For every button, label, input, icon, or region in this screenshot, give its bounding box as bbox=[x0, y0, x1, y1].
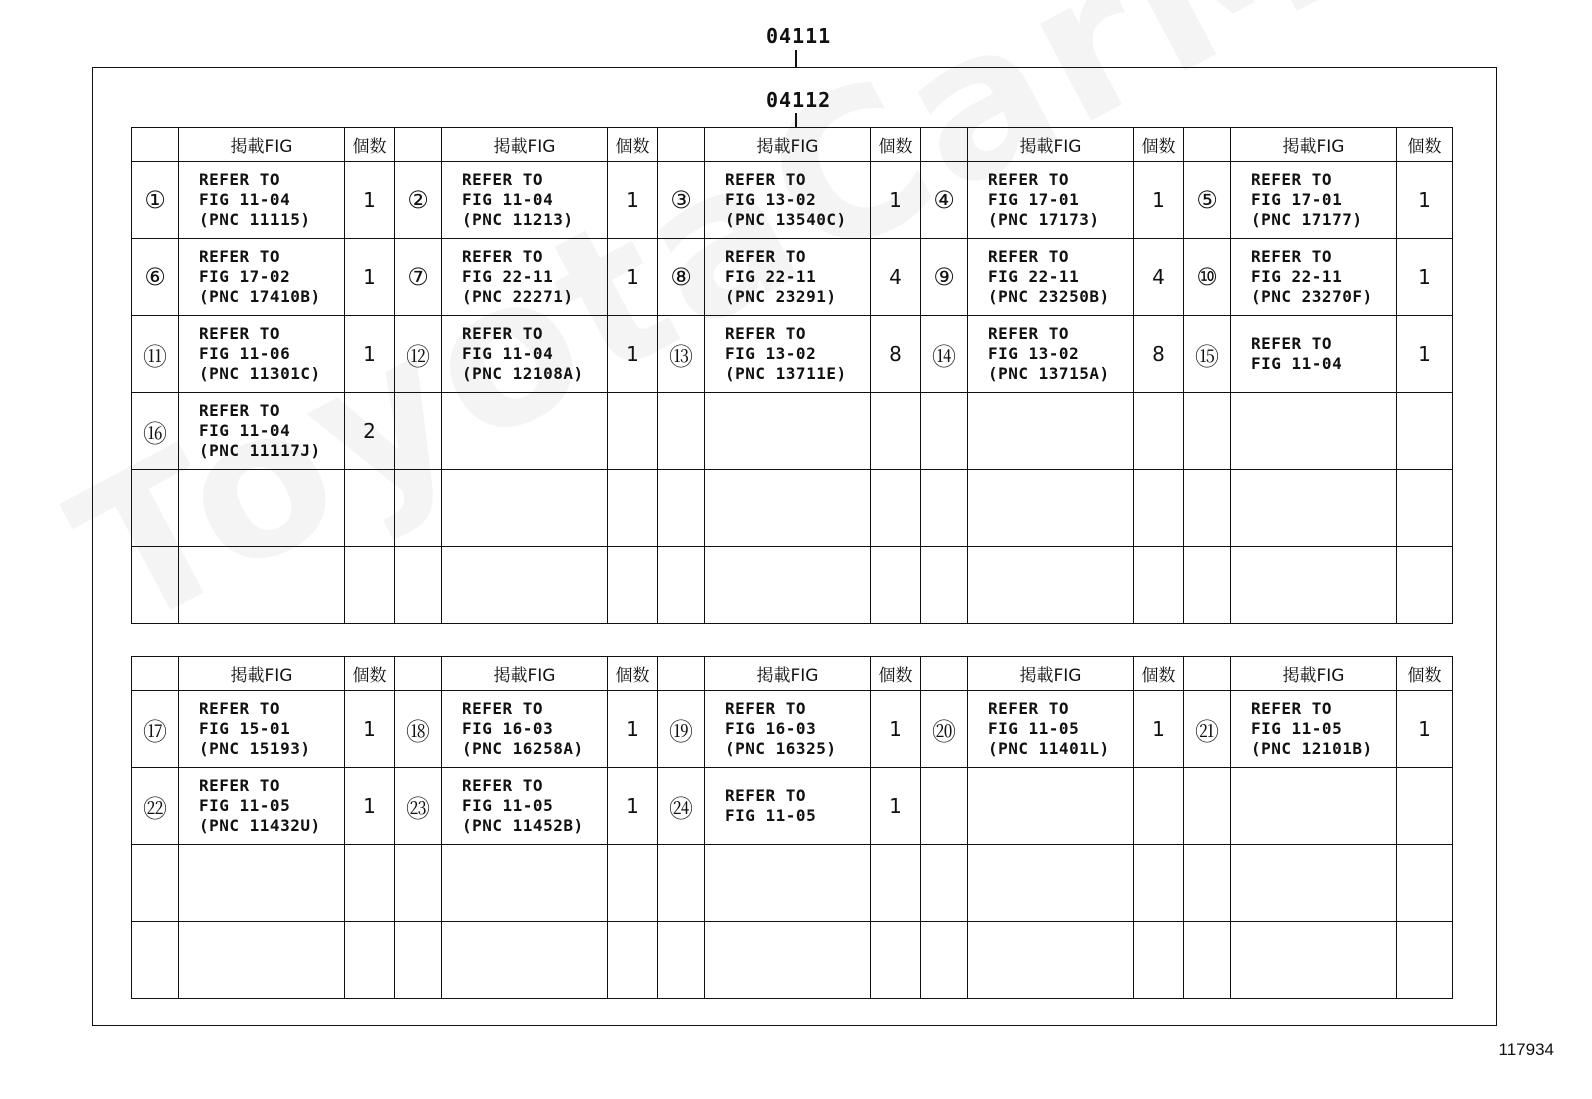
item-reference bbox=[442, 922, 608, 999]
header-ref: 掲載FIG bbox=[442, 128, 608, 162]
ref-line: FIG 11-05 bbox=[1251, 719, 1343, 738]
item-number bbox=[1184, 845, 1231, 922]
table-row bbox=[132, 162, 1453, 239]
header-ref: 掲載FIG bbox=[705, 657, 871, 691]
item-number: ㉔ bbox=[658, 768, 705, 845]
item-reference bbox=[968, 768, 1134, 845]
item-quantity: 1 bbox=[1134, 162, 1184, 239]
item-quantity bbox=[1397, 547, 1453, 624]
item-reference bbox=[705, 691, 871, 768]
item-quantity: 1 bbox=[871, 691, 921, 768]
item-quantity: 1 bbox=[608, 162, 658, 239]
item-reference bbox=[1231, 691, 1397, 768]
item-number: ② bbox=[395, 162, 442, 239]
item-number bbox=[132, 922, 179, 999]
leader-line-outer bbox=[795, 50, 797, 67]
ref-line: (PNC 11432U) bbox=[199, 816, 321, 835]
item-quantity: 1 bbox=[871, 768, 921, 845]
item-reference bbox=[1231, 922, 1397, 999]
ref-line: (PNC 23270F) bbox=[1251, 287, 1373, 306]
ref-line: REFER TO bbox=[462, 170, 544, 189]
item-number bbox=[1184, 393, 1231, 470]
parts-table-2 bbox=[131, 656, 1453, 999]
item-quantity: 1 bbox=[345, 316, 395, 393]
ref-line: REFER TO bbox=[462, 699, 544, 718]
ref-line: FIG 11-05 bbox=[988, 719, 1080, 738]
ref-line: FIG 13-02 bbox=[725, 190, 817, 209]
item-number: ⑥ bbox=[132, 239, 179, 316]
header-ref: 掲載FIG bbox=[968, 128, 1134, 162]
item-reference bbox=[705, 162, 871, 239]
ref-line: REFER TO bbox=[725, 324, 807, 343]
ref-line: (PNC 12108A) bbox=[462, 364, 584, 383]
ref-line: (PNC 17173) bbox=[988, 210, 1100, 229]
item-quantity: 1 bbox=[1397, 239, 1453, 316]
ref-line: REFER TO bbox=[988, 247, 1070, 266]
item-quantity: 4 bbox=[871, 239, 921, 316]
item-reference bbox=[1231, 768, 1397, 845]
item-number bbox=[1184, 922, 1231, 999]
item-reference bbox=[179, 239, 345, 316]
item-quantity bbox=[1397, 393, 1453, 470]
ref-line: REFER TO bbox=[988, 170, 1070, 189]
ref-line: (PNC 17410B) bbox=[199, 287, 321, 306]
item-quantity: 1 bbox=[1397, 316, 1453, 393]
ref-line: FIG 11-04 bbox=[1251, 354, 1343, 373]
ref-line: FIG 16-03 bbox=[725, 719, 817, 738]
ref-line: (PNC 23291) bbox=[725, 287, 837, 306]
item-quantity: 1 bbox=[608, 691, 658, 768]
item-number: ③ bbox=[658, 162, 705, 239]
ref-line: (PNC 16325) bbox=[725, 739, 837, 758]
item-number bbox=[921, 547, 968, 624]
ref-line: FIG 17-01 bbox=[1251, 190, 1343, 209]
ref-line: (PNC 11401L) bbox=[988, 739, 1110, 758]
ref-line: FIG 11-05 bbox=[725, 806, 817, 825]
ref-line: REFER TO bbox=[725, 247, 807, 266]
item-quantity: 1 bbox=[1397, 162, 1453, 239]
header-ref: 掲載FIG bbox=[1231, 128, 1397, 162]
ref-line: REFER TO bbox=[1251, 170, 1333, 189]
item-reference bbox=[968, 691, 1134, 768]
item-reference bbox=[179, 316, 345, 393]
header-ref: 掲載FIG bbox=[179, 657, 345, 691]
item-number: ㉑ bbox=[1184, 691, 1231, 768]
header-qty: 個数 bbox=[1397, 128, 1453, 162]
item-quantity: 8 bbox=[871, 316, 921, 393]
item-number bbox=[132, 470, 179, 547]
item-number bbox=[132, 547, 179, 624]
item-number bbox=[658, 922, 705, 999]
item-number bbox=[395, 470, 442, 547]
ref-line: FIG 22-11 bbox=[725, 267, 817, 286]
ref-line: FIG 11-05 bbox=[199, 796, 291, 815]
item-number: ㉓ bbox=[395, 768, 442, 845]
item-number: ⑯ bbox=[132, 393, 179, 470]
item-reference bbox=[968, 922, 1134, 999]
item-reference bbox=[179, 922, 345, 999]
ref-line: (PNC 16258A) bbox=[462, 739, 584, 758]
item-quantity bbox=[608, 547, 658, 624]
item-reference bbox=[179, 845, 345, 922]
ref-line: REFER TO bbox=[988, 699, 1070, 718]
item-number: ④ bbox=[921, 162, 968, 239]
ref-line: FIG 17-01 bbox=[988, 190, 1080, 209]
item-number bbox=[658, 547, 705, 624]
item-reference bbox=[705, 922, 871, 999]
item-reference bbox=[442, 547, 608, 624]
item-number bbox=[395, 393, 442, 470]
item-number bbox=[132, 845, 179, 922]
header-qty: 個数 bbox=[1134, 657, 1184, 691]
header-ref: 掲載FIG bbox=[968, 657, 1134, 691]
header-qty: 個数 bbox=[1397, 657, 1453, 691]
header-qty: 個数 bbox=[345, 657, 395, 691]
item-reference bbox=[1231, 162, 1397, 239]
item-quantity: 1 bbox=[608, 239, 658, 316]
item-quantity bbox=[871, 470, 921, 547]
header-num-blank bbox=[1184, 128, 1231, 162]
header-ref: 掲載FIG bbox=[1231, 657, 1397, 691]
ref-line: (PNC 17177) bbox=[1251, 210, 1363, 229]
item-quantity bbox=[608, 393, 658, 470]
ref-line: FIG 11-05 bbox=[462, 796, 554, 815]
figure-id: 117934 bbox=[1498, 1040, 1554, 1059]
header-qty: 個数 bbox=[345, 128, 395, 162]
ref-line: REFER TO bbox=[462, 247, 544, 266]
item-reference bbox=[179, 547, 345, 624]
item-reference bbox=[442, 162, 608, 239]
header-num-blank bbox=[921, 128, 968, 162]
item-quantity bbox=[345, 547, 395, 624]
ref-line: (PNC 11301C) bbox=[199, 364, 321, 383]
ref-line: REFER TO bbox=[199, 170, 281, 189]
item-reference bbox=[442, 470, 608, 547]
item-reference bbox=[442, 845, 608, 922]
ref-line: FIG 11-06 bbox=[199, 344, 291, 363]
item-number: ① bbox=[132, 162, 179, 239]
ref-line: REFER TO bbox=[462, 776, 544, 795]
ref-line: REFER TO bbox=[199, 324, 281, 343]
item-reference bbox=[442, 239, 608, 316]
item-number bbox=[1184, 768, 1231, 845]
ref-line: REFER TO bbox=[725, 170, 807, 189]
item-number bbox=[1184, 470, 1231, 547]
header-num-blank bbox=[1184, 657, 1231, 691]
item-quantity bbox=[871, 845, 921, 922]
item-number bbox=[921, 768, 968, 845]
item-number bbox=[921, 393, 968, 470]
ref-line: (PNC 11452B) bbox=[462, 816, 584, 835]
item-number bbox=[658, 845, 705, 922]
item-number: ⑦ bbox=[395, 239, 442, 316]
ref-line: (PNC 11115) bbox=[199, 210, 311, 229]
item-reference bbox=[968, 547, 1134, 624]
item-quantity: 1 bbox=[608, 316, 658, 393]
table-row bbox=[132, 845, 1453, 922]
item-quantity bbox=[871, 547, 921, 624]
table-row bbox=[132, 547, 1453, 624]
item-reference bbox=[179, 162, 345, 239]
item-number: ⑭ bbox=[921, 316, 968, 393]
header-ref: 掲載FIG bbox=[442, 657, 608, 691]
item-quantity bbox=[871, 393, 921, 470]
item-number bbox=[1184, 547, 1231, 624]
ref-line: FIG 13-02 bbox=[725, 344, 817, 363]
item-quantity: 1 bbox=[345, 768, 395, 845]
table-row bbox=[132, 691, 1453, 768]
ref-line: REFER TO bbox=[725, 786, 807, 805]
header-qty: 個数 bbox=[871, 128, 921, 162]
item-reference bbox=[442, 316, 608, 393]
item-quantity: 8 bbox=[1134, 316, 1184, 393]
ref-line: REFER TO bbox=[988, 324, 1070, 343]
item-quantity bbox=[345, 922, 395, 999]
ref-line: REFER TO bbox=[199, 247, 281, 266]
ref-line: (PNC 22271) bbox=[462, 287, 574, 306]
ref-line: FIG 11-04 bbox=[462, 190, 554, 209]
item-quantity bbox=[1397, 470, 1453, 547]
header-qty: 個数 bbox=[1134, 128, 1184, 162]
ref-line: REFER TO bbox=[725, 699, 807, 718]
item-number: ㉒ bbox=[132, 768, 179, 845]
item-quantity: 1 bbox=[345, 691, 395, 768]
ref-line: FIG 22-11 bbox=[988, 267, 1080, 286]
item-reference bbox=[705, 547, 871, 624]
header-num-blank bbox=[658, 128, 705, 162]
item-number: ⑰ bbox=[132, 691, 179, 768]
item-quantity: 1 bbox=[871, 162, 921, 239]
item-quantity: 1 bbox=[345, 162, 395, 239]
ref-line: (PNC 11117J) bbox=[199, 441, 321, 460]
header-row bbox=[132, 657, 1453, 691]
item-reference bbox=[705, 470, 871, 547]
header-num-blank bbox=[132, 657, 179, 691]
ref-line: REFER TO bbox=[199, 776, 281, 795]
item-quantity bbox=[1397, 768, 1453, 845]
header-num-blank bbox=[132, 128, 179, 162]
ref-line: REFER TO bbox=[1251, 334, 1333, 353]
header-row bbox=[132, 128, 1453, 162]
group-label-inner: 04112 bbox=[766, 88, 832, 112]
table-row bbox=[132, 393, 1453, 470]
item-quantity bbox=[1134, 547, 1184, 624]
item-reference bbox=[1231, 470, 1397, 547]
item-reference bbox=[179, 470, 345, 547]
item-reference bbox=[705, 239, 871, 316]
item-reference bbox=[705, 845, 871, 922]
table-row bbox=[132, 768, 1453, 845]
ref-line: REFER TO bbox=[462, 324, 544, 343]
header-ref: 掲載FIG bbox=[705, 128, 871, 162]
item-reference bbox=[1231, 316, 1397, 393]
item-number bbox=[658, 470, 705, 547]
item-reference bbox=[1231, 239, 1397, 316]
item-reference bbox=[968, 239, 1134, 316]
item-number: ⑬ bbox=[658, 316, 705, 393]
ref-line: FIG 15-01 bbox=[199, 719, 291, 738]
item-quantity bbox=[345, 470, 395, 547]
item-reference bbox=[179, 768, 345, 845]
item-quantity bbox=[608, 470, 658, 547]
ref-line: (PNC 15193) bbox=[199, 739, 311, 758]
item-reference bbox=[1231, 845, 1397, 922]
item-reference bbox=[179, 393, 345, 470]
ref-line: FIG 13-02 bbox=[988, 344, 1080, 363]
header-ref: 掲載FIG bbox=[179, 128, 345, 162]
ref-line: FIG 11-04 bbox=[199, 190, 291, 209]
item-reference bbox=[968, 393, 1134, 470]
header-num-blank bbox=[921, 657, 968, 691]
item-number: ⑮ bbox=[1184, 316, 1231, 393]
item-number: ⑳ bbox=[921, 691, 968, 768]
ref-line: FIG 22-11 bbox=[1251, 267, 1343, 286]
ref-line: REFER TO bbox=[1251, 699, 1333, 718]
item-quantity bbox=[871, 922, 921, 999]
group-label-outer: 04111 bbox=[766, 24, 832, 48]
ref-line: (PNC 13540C) bbox=[725, 210, 847, 229]
item-quantity: 1 bbox=[345, 239, 395, 316]
ref-line: REFER TO bbox=[1251, 247, 1333, 266]
header-qty: 個数 bbox=[608, 657, 658, 691]
item-quantity: 1 bbox=[608, 768, 658, 845]
ref-line: FIG 22-11 bbox=[462, 267, 554, 286]
leader-line-inner bbox=[795, 113, 797, 127]
item-quantity bbox=[345, 845, 395, 922]
ref-line: (PNC 13711E) bbox=[725, 364, 847, 383]
ref-line: (PNC 13715A) bbox=[988, 364, 1110, 383]
header-qty: 個数 bbox=[871, 657, 921, 691]
item-reference bbox=[968, 316, 1134, 393]
item-quantity bbox=[1134, 845, 1184, 922]
item-number: ⑨ bbox=[921, 239, 968, 316]
item-number bbox=[921, 845, 968, 922]
parts-table-1 bbox=[131, 127, 1453, 624]
item-number bbox=[921, 922, 968, 999]
ref-line: FIG 11-04 bbox=[199, 421, 291, 440]
item-quantity bbox=[608, 922, 658, 999]
item-reference bbox=[179, 691, 345, 768]
table-row bbox=[132, 470, 1453, 547]
item-number: ⑧ bbox=[658, 239, 705, 316]
item-reference bbox=[442, 691, 608, 768]
header-num-blank bbox=[658, 657, 705, 691]
item-quantity: 1 bbox=[1397, 691, 1453, 768]
item-quantity: 1 bbox=[1134, 691, 1184, 768]
item-quantity bbox=[1134, 768, 1184, 845]
ref-line: FIG 17-02 bbox=[199, 267, 291, 286]
ref-line: REFER TO bbox=[199, 401, 281, 420]
item-quantity bbox=[608, 845, 658, 922]
item-number: ⑫ bbox=[395, 316, 442, 393]
item-reference bbox=[705, 316, 871, 393]
item-quantity bbox=[1134, 470, 1184, 547]
ref-line: REFER TO bbox=[199, 699, 281, 718]
item-quantity bbox=[1397, 845, 1453, 922]
item-number: ⑱ bbox=[395, 691, 442, 768]
item-number bbox=[921, 470, 968, 547]
ref-line: FIG 11-04 bbox=[462, 344, 554, 363]
ref-line: FIG 16-03 bbox=[462, 719, 554, 738]
item-quantity: 4 bbox=[1134, 239, 1184, 316]
item-reference bbox=[968, 162, 1134, 239]
item-number bbox=[395, 845, 442, 922]
table-row bbox=[132, 922, 1453, 999]
item-number bbox=[658, 393, 705, 470]
item-quantity: 2 bbox=[345, 393, 395, 470]
item-reference bbox=[442, 768, 608, 845]
item-quantity bbox=[1134, 393, 1184, 470]
item-number bbox=[395, 547, 442, 624]
header-num-blank bbox=[395, 128, 442, 162]
ref-line: (PNC 23250B) bbox=[988, 287, 1110, 306]
item-number: ⑪ bbox=[132, 316, 179, 393]
item-quantity bbox=[1397, 922, 1453, 999]
item-reference bbox=[442, 393, 608, 470]
ref-line: (PNC 12101B) bbox=[1251, 739, 1373, 758]
table-row bbox=[132, 239, 1453, 316]
item-number bbox=[395, 922, 442, 999]
item-number: ⑩ bbox=[1184, 239, 1231, 316]
item-quantity bbox=[1134, 922, 1184, 999]
item-number: ⑤ bbox=[1184, 162, 1231, 239]
item-reference bbox=[968, 470, 1134, 547]
item-number: ⑲ bbox=[658, 691, 705, 768]
header-num-blank bbox=[395, 657, 442, 691]
ref-line: (PNC 11213) bbox=[462, 210, 574, 229]
item-reference bbox=[705, 393, 871, 470]
item-reference bbox=[968, 845, 1134, 922]
table-row bbox=[132, 316, 1453, 393]
item-reference bbox=[1231, 547, 1397, 624]
item-reference bbox=[1231, 393, 1397, 470]
item-reference bbox=[705, 768, 871, 845]
header-qty: 個数 bbox=[608, 128, 658, 162]
